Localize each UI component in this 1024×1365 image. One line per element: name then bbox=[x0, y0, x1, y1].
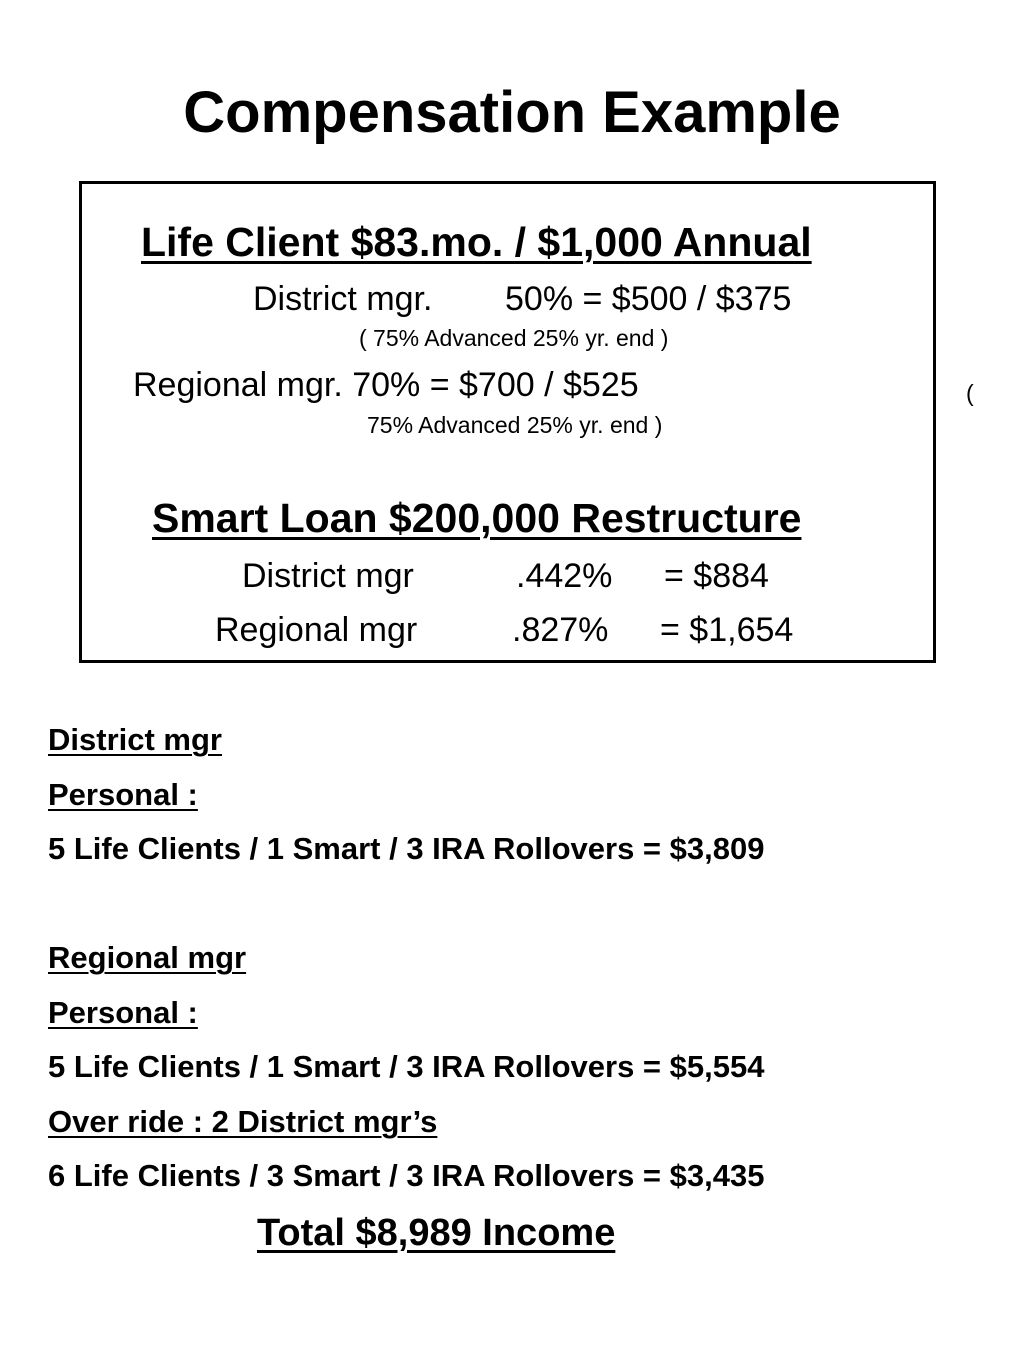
page-title: Compensation Example bbox=[183, 80, 841, 145]
smart-regional-amt: = $1,654 bbox=[660, 611, 794, 649]
district-heading: District mgr bbox=[48, 722, 222, 757]
override-line: 6 Life Clients / 3 Smart / 3 IRA Rollovers = $3,435 bbox=[48, 1158, 765, 1193]
life-district-value: 50% = $500 / $375 bbox=[505, 280, 792, 318]
district-personal-label: Personal : bbox=[48, 777, 198, 812]
regional-personal-line: 5 Life Clients / 1 Smart / 3 IRA Rollovers = $5,554 bbox=[48, 1049, 765, 1084]
regional-personal-label: Personal : bbox=[48, 995, 198, 1030]
life-district-note: ( 75% Advanced 25% yr. end ) bbox=[359, 325, 669, 351]
smart-district-amt: = $884 bbox=[664, 557, 769, 595]
override-heading: Over ride : 2 District mgr’s bbox=[48, 1104, 438, 1139]
life-regional-note: 75% Advanced 25% yr. end ) bbox=[367, 412, 663, 438]
smart-regional-pct: .827% bbox=[512, 611, 609, 649]
life-client-heading: Life Client $83.mo. / $1,000 Annual bbox=[141, 219, 812, 265]
district-personal-line: 5 Life Clients / 1 Smart / 3 IRA Rollovers = $3,809 bbox=[48, 831, 765, 866]
life-district-label: District mgr. bbox=[253, 280, 433, 318]
life-regional-paren: ( bbox=[966, 380, 974, 406]
smart-district-pct: .442% bbox=[516, 557, 613, 595]
smart-loan-heading: Smart Loan $200,000 Restructure bbox=[152, 495, 802, 541]
smart-district-label: District mgr bbox=[242, 557, 414, 595]
total-income: Total $8,989 Income bbox=[257, 1212, 616, 1254]
smart-regional-label: Regional mgr bbox=[215, 611, 418, 649]
regional-heading: Regional mgr bbox=[48, 940, 247, 975]
life-regional-line: Regional mgr. 70% = $700 / $525 bbox=[133, 366, 639, 404]
